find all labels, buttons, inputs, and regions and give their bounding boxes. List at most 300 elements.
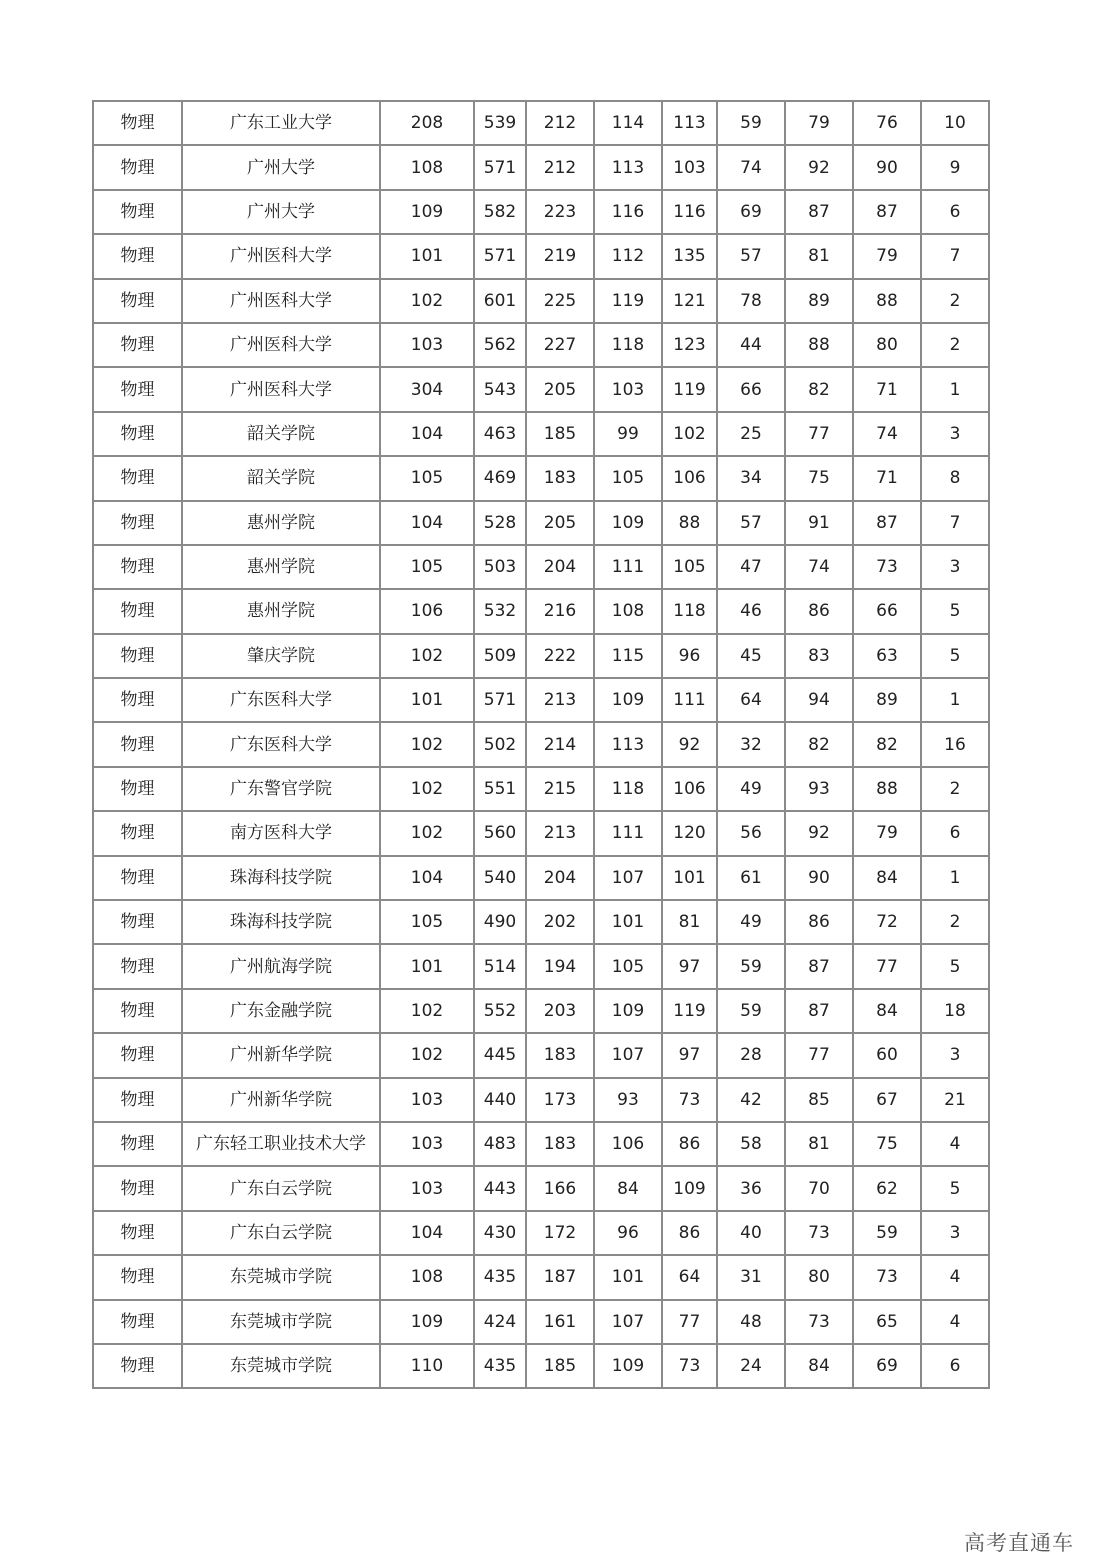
cell-col-7: 88 (662, 501, 717, 545)
cell-col-6: 105 (594, 456, 662, 500)
cell-col-6: 114 (594, 101, 662, 145)
cell-university: 珠海科技学院 (182, 900, 380, 944)
cell-chinese-math: 223 (526, 190, 594, 234)
cell-group-code: 101 (380, 944, 474, 988)
cell-col-7: 103 (662, 145, 717, 189)
cell-university: 广州大学 (182, 145, 380, 189)
cell-chinese-math: 205 (526, 501, 594, 545)
cell-total-score: 539 (474, 101, 526, 145)
cell-university: 广州航海学院 (182, 944, 380, 988)
cell-col-10: 74 (853, 412, 921, 456)
cell-col-9: 83 (785, 634, 853, 678)
cell-col-9: 74 (785, 545, 853, 589)
cell-col-6: 103 (594, 367, 662, 411)
cell-col-11: 1 (921, 367, 989, 411)
cell-group-code: 104 (380, 501, 474, 545)
cell-col-11: 5 (921, 1166, 989, 1210)
cell-group-code: 102 (380, 722, 474, 766)
table-row (93, 1300, 989, 1344)
cell-col-6: 113 (594, 145, 662, 189)
cell-col-8: 49 (717, 900, 785, 944)
cell-chinese-math: 214 (526, 722, 594, 766)
cell-subject: 物理 (93, 456, 182, 500)
table-row (93, 234, 989, 278)
cell-col-9: 86 (785, 589, 853, 633)
cell-total-score: 543 (474, 367, 526, 411)
table-row (93, 1211, 989, 1255)
cell-col-9: 87 (785, 190, 853, 234)
cell-col-7: 97 (662, 944, 717, 988)
cell-col-7: 119 (662, 367, 717, 411)
cell-university: 广州医科大学 (182, 234, 380, 278)
cell-total-score: 435 (474, 1255, 526, 1299)
cell-col-11: 5 (921, 634, 989, 678)
cell-col-7: 96 (662, 634, 717, 678)
cell-col-9: 81 (785, 1122, 853, 1166)
cell-col-9: 81 (785, 234, 853, 278)
cell-col-11: 10 (921, 101, 989, 145)
table-row (93, 678, 989, 722)
cell-col-8: 42 (717, 1078, 785, 1122)
cell-col-11: 1 (921, 678, 989, 722)
cell-chinese-math: 202 (526, 900, 594, 944)
cell-subject: 物理 (93, 1211, 182, 1255)
cell-col-6: 109 (594, 501, 662, 545)
table-row (93, 1166, 989, 1210)
cell-group-code: 103 (380, 1122, 474, 1166)
table-body (93, 101, 989, 1388)
cell-col-7: 77 (662, 1300, 717, 1344)
cell-col-7: 135 (662, 234, 717, 278)
cell-university: 韶关学院 (182, 456, 380, 500)
cell-total-score: 502 (474, 722, 526, 766)
cell-university: 东莞城市学院 (182, 1255, 380, 1299)
table-row (93, 101, 989, 145)
cell-col-7: 109 (662, 1166, 717, 1210)
cell-group-code: 108 (380, 145, 474, 189)
cell-col-6: 96 (594, 1211, 662, 1255)
cell-col-7: 123 (662, 323, 717, 367)
cell-col-10: 59 (853, 1211, 921, 1255)
cell-col-10: 80 (853, 323, 921, 367)
cell-university: 韶关学院 (182, 412, 380, 456)
cell-col-8: 36 (717, 1166, 785, 1210)
cell-col-10: 72 (853, 900, 921, 944)
cell-total-score: 571 (474, 678, 526, 722)
cell-col-8: 59 (717, 989, 785, 1033)
cell-university: 广东金融学院 (182, 989, 380, 1033)
cell-col-11: 6 (921, 1344, 989, 1388)
cell-subject: 物理 (93, 279, 182, 323)
cell-col-6: 109 (594, 678, 662, 722)
table-row (93, 634, 989, 678)
cell-col-10: 77 (853, 944, 921, 988)
cell-col-6: 118 (594, 323, 662, 367)
cell-chinese-math: 204 (526, 545, 594, 589)
cell-chinese-math: 215 (526, 767, 594, 811)
cell-col-11: 3 (921, 1211, 989, 1255)
cell-subject: 物理 (93, 1344, 182, 1388)
cell-col-10: 62 (853, 1166, 921, 1210)
cell-subject: 物理 (93, 722, 182, 766)
table-row (93, 145, 989, 189)
admission-score-table (92, 100, 990, 1389)
cell-chinese-math: 187 (526, 1255, 594, 1299)
cell-col-11: 16 (921, 722, 989, 766)
cell-chinese-math: 205 (526, 367, 594, 411)
cell-col-10: 73 (853, 545, 921, 589)
cell-col-10: 69 (853, 1344, 921, 1388)
cell-total-score: 430 (474, 1211, 526, 1255)
cell-group-code: 105 (380, 900, 474, 944)
cell-col-8: 24 (717, 1344, 785, 1388)
cell-university: 广州新华学院 (182, 1078, 380, 1122)
cell-col-6: 116 (594, 190, 662, 234)
cell-col-7: 111 (662, 678, 717, 722)
cell-col-9: 75 (785, 456, 853, 500)
cell-university: 珠海科技学院 (182, 856, 380, 900)
cell-total-score: 435 (474, 1344, 526, 1388)
cell-subject: 物理 (93, 1078, 182, 1122)
cell-total-score: 483 (474, 1122, 526, 1166)
cell-col-10: 71 (853, 456, 921, 500)
cell-col-10: 90 (853, 145, 921, 189)
cell-group-code: 104 (380, 856, 474, 900)
cell-col-8: 66 (717, 367, 785, 411)
cell-subject: 物理 (93, 234, 182, 278)
cell-chinese-math: 185 (526, 412, 594, 456)
cell-col-8: 46 (717, 589, 785, 633)
cell-col-11: 4 (921, 1122, 989, 1166)
cell-col-11: 1 (921, 856, 989, 900)
cell-university: 广东工业大学 (182, 101, 380, 145)
cell-subject: 物理 (93, 589, 182, 633)
cell-subject: 物理 (93, 1166, 182, 1210)
cell-total-score: 443 (474, 1166, 526, 1210)
cell-col-8: 59 (717, 101, 785, 145)
cell-total-score: 490 (474, 900, 526, 944)
cell-group-code: 101 (380, 678, 474, 722)
cell-group-code: 304 (380, 367, 474, 411)
cell-chinese-math: 173 (526, 1078, 594, 1122)
cell-col-6: 119 (594, 279, 662, 323)
cell-subject: 物理 (93, 944, 182, 988)
cell-subject: 物理 (93, 323, 182, 367)
cell-col-8: 74 (717, 145, 785, 189)
cell-col-7: 101 (662, 856, 717, 900)
cell-university: 广州医科大学 (182, 323, 380, 367)
cell-col-10: 66 (853, 589, 921, 633)
cell-university: 广东白云学院 (182, 1166, 380, 1210)
cell-chinese-math: 185 (526, 1344, 594, 1388)
table-row (93, 989, 989, 1033)
cell-col-6: 106 (594, 1122, 662, 1166)
cell-col-8: 34 (717, 456, 785, 500)
cell-col-9: 88 (785, 323, 853, 367)
cell-group-code: 105 (380, 545, 474, 589)
cell-col-9: 73 (785, 1211, 853, 1255)
cell-group-code: 102 (380, 989, 474, 1033)
table-row (93, 412, 989, 456)
cell-total-score: 540 (474, 856, 526, 900)
cell-total-score: 463 (474, 412, 526, 456)
cell-col-6: 118 (594, 767, 662, 811)
table-row (93, 323, 989, 367)
cell-university: 肇庆学院 (182, 634, 380, 678)
cell-col-6: 84 (594, 1166, 662, 1210)
cell-total-score: 560 (474, 811, 526, 855)
cell-col-8: 61 (717, 856, 785, 900)
cell-col-10: 87 (853, 501, 921, 545)
cell-col-7: 113 (662, 101, 717, 145)
cell-col-6: 115 (594, 634, 662, 678)
cell-col-6: 99 (594, 412, 662, 456)
cell-col-7: 120 (662, 811, 717, 855)
cell-col-6: 109 (594, 1344, 662, 1388)
cell-col-11: 3 (921, 412, 989, 456)
cell-col-6: 93 (594, 1078, 662, 1122)
cell-subject: 物理 (93, 678, 182, 722)
table-row (93, 856, 989, 900)
cell-total-score: 582 (474, 190, 526, 234)
table-row (93, 501, 989, 545)
cell-chinese-math: 216 (526, 589, 594, 633)
cell-col-7: 106 (662, 456, 717, 500)
cell-university: 南方医科大学 (182, 811, 380, 855)
cell-col-7: 105 (662, 545, 717, 589)
cell-group-code: 208 (380, 101, 474, 145)
cell-total-score: 514 (474, 944, 526, 988)
cell-col-8: 58 (717, 1122, 785, 1166)
cell-chinese-math: 161 (526, 1300, 594, 1344)
cell-university: 惠州学院 (182, 545, 380, 589)
cell-subject: 物理 (93, 145, 182, 189)
cell-col-9: 73 (785, 1300, 853, 1344)
cell-col-10: 79 (853, 234, 921, 278)
cell-col-8: 31 (717, 1255, 785, 1299)
cell-total-score: 551 (474, 767, 526, 811)
cell-group-code: 101 (380, 234, 474, 278)
cell-total-score: 601 (474, 279, 526, 323)
table-row (93, 1078, 989, 1122)
cell-col-8: 48 (717, 1300, 785, 1344)
cell-col-7: 64 (662, 1255, 717, 1299)
cell-chinese-math: 212 (526, 101, 594, 145)
cell-col-8: 59 (717, 944, 785, 988)
cell-chinese-math: 227 (526, 323, 594, 367)
cell-col-11: 9 (921, 145, 989, 189)
cell-col-9: 77 (785, 1033, 853, 1077)
cell-col-8: 45 (717, 634, 785, 678)
cell-university: 广州医科大学 (182, 279, 380, 323)
cell-subject: 物理 (93, 545, 182, 589)
cell-total-score: 571 (474, 145, 526, 189)
cell-col-8: 56 (717, 811, 785, 855)
cell-col-7: 102 (662, 412, 717, 456)
table-row (93, 944, 989, 988)
cell-col-11: 5 (921, 589, 989, 633)
cell-col-11: 6 (921, 811, 989, 855)
cell-col-9: 82 (785, 722, 853, 766)
cell-col-9: 94 (785, 678, 853, 722)
cell-group-code: 102 (380, 811, 474, 855)
cell-chinese-math: 194 (526, 944, 594, 988)
cell-col-7: 81 (662, 900, 717, 944)
cell-subject: 物理 (93, 412, 182, 456)
cell-col-10: 87 (853, 190, 921, 234)
cell-group-code: 102 (380, 634, 474, 678)
cell-subject: 物理 (93, 811, 182, 855)
cell-col-6: 111 (594, 545, 662, 589)
cell-col-10: 63 (853, 634, 921, 678)
cell-col-9: 80 (785, 1255, 853, 1299)
cell-col-10: 73 (853, 1255, 921, 1299)
cell-col-6: 105 (594, 944, 662, 988)
cell-col-11: 2 (921, 767, 989, 811)
cell-col-11: 2 (921, 900, 989, 944)
cell-university: 广东轻工职业技术大学 (182, 1122, 380, 1166)
cell-university: 广东警官学院 (182, 767, 380, 811)
cell-col-10: 71 (853, 367, 921, 411)
cell-group-code: 108 (380, 1255, 474, 1299)
cell-group-code: 103 (380, 1078, 474, 1122)
cell-chinese-math: 204 (526, 856, 594, 900)
cell-subject: 物理 (93, 856, 182, 900)
cell-total-score: 532 (474, 589, 526, 633)
cell-chinese-math: 183 (526, 456, 594, 500)
cell-total-score: 440 (474, 1078, 526, 1122)
cell-col-7: 106 (662, 767, 717, 811)
cell-group-code: 102 (380, 1033, 474, 1077)
cell-col-11: 4 (921, 1255, 989, 1299)
cell-col-9: 87 (785, 944, 853, 988)
cell-col-10: 79 (853, 811, 921, 855)
cell-col-10: 88 (853, 279, 921, 323)
cell-col-11: 3 (921, 1033, 989, 1077)
cell-col-9: 92 (785, 811, 853, 855)
cell-col-6: 107 (594, 1300, 662, 1344)
cell-col-9: 90 (785, 856, 853, 900)
cell-col-7: 116 (662, 190, 717, 234)
cell-subject: 物理 (93, 1255, 182, 1299)
cell-university: 广州医科大学 (182, 367, 380, 411)
cell-col-7: 73 (662, 1078, 717, 1122)
table-row (93, 279, 989, 323)
cell-col-9: 82 (785, 367, 853, 411)
cell-col-9: 87 (785, 989, 853, 1033)
cell-col-8: 57 (717, 234, 785, 278)
cell-col-7: 86 (662, 1122, 717, 1166)
cell-university: 广东医科大学 (182, 678, 380, 722)
cell-col-9: 70 (785, 1166, 853, 1210)
table-row (93, 811, 989, 855)
cell-chinese-math: 222 (526, 634, 594, 678)
cell-col-10: 76 (853, 101, 921, 145)
cell-chinese-math: 172 (526, 1211, 594, 1255)
cell-col-11: 18 (921, 989, 989, 1033)
table-row (93, 722, 989, 766)
cell-subject: 物理 (93, 1033, 182, 1077)
cell-col-7: 73 (662, 1344, 717, 1388)
cell-subject: 物理 (93, 634, 182, 678)
cell-total-score: 503 (474, 545, 526, 589)
cell-subject: 物理 (93, 767, 182, 811)
cell-col-10: 88 (853, 767, 921, 811)
cell-col-9: 93 (785, 767, 853, 811)
cell-total-score: 562 (474, 323, 526, 367)
cell-total-score: 571 (474, 234, 526, 278)
cell-group-code: 110 (380, 1344, 474, 1388)
cell-col-9: 79 (785, 101, 853, 145)
cell-subject: 物理 (93, 1122, 182, 1166)
cell-col-6: 101 (594, 900, 662, 944)
cell-university: 广州大学 (182, 190, 380, 234)
cell-subject: 物理 (93, 900, 182, 944)
cell-col-6: 107 (594, 856, 662, 900)
cell-chinese-math: 183 (526, 1122, 594, 1166)
cell-chinese-math: 212 (526, 145, 594, 189)
cell-col-11: 7 (921, 501, 989, 545)
cell-col-8: 28 (717, 1033, 785, 1077)
cell-col-7: 119 (662, 989, 717, 1033)
cell-col-8: 57 (717, 501, 785, 545)
cell-chinese-math: 213 (526, 678, 594, 722)
table-row (93, 367, 989, 411)
cell-col-10: 67 (853, 1078, 921, 1122)
cell-col-8: 32 (717, 722, 785, 766)
cell-col-7: 86 (662, 1211, 717, 1255)
cell-col-10: 65 (853, 1300, 921, 1344)
table-row (93, 767, 989, 811)
table-row (93, 190, 989, 234)
watermark-text: 高考直通车 (964, 1531, 1074, 1555)
table-row (93, 1033, 989, 1077)
cell-total-score: 552 (474, 989, 526, 1033)
cell-col-6: 107 (594, 1033, 662, 1077)
cell-university: 惠州学院 (182, 501, 380, 545)
cell-col-11: 6 (921, 190, 989, 234)
cell-col-10: 84 (853, 856, 921, 900)
cell-col-6: 109 (594, 989, 662, 1033)
cell-col-11: 2 (921, 323, 989, 367)
cell-group-code: 105 (380, 456, 474, 500)
cell-total-score: 469 (474, 456, 526, 500)
cell-chinese-math: 219 (526, 234, 594, 278)
cell-col-8: 44 (717, 323, 785, 367)
cell-group-code: 103 (380, 323, 474, 367)
cell-col-11: 4 (921, 1300, 989, 1344)
cell-col-7: 118 (662, 589, 717, 633)
cell-subject: 物理 (93, 367, 182, 411)
cell-group-code: 104 (380, 412, 474, 456)
cell-col-9: 84 (785, 1344, 853, 1388)
cell-chinese-math: 213 (526, 811, 594, 855)
cell-university: 惠州学院 (182, 589, 380, 633)
table-row (93, 1255, 989, 1299)
cell-col-6: 101 (594, 1255, 662, 1299)
cell-col-9: 91 (785, 501, 853, 545)
cell-col-6: 111 (594, 811, 662, 855)
cell-col-7: 121 (662, 279, 717, 323)
cell-chinese-math: 203 (526, 989, 594, 1033)
cell-university: 东莞城市学院 (182, 1300, 380, 1344)
cell-subject: 物理 (93, 190, 182, 234)
cell-col-6: 112 (594, 234, 662, 278)
cell-col-7: 92 (662, 722, 717, 766)
cell-university: 广东白云学院 (182, 1211, 380, 1255)
table-row (93, 1344, 989, 1388)
cell-group-code: 102 (380, 767, 474, 811)
